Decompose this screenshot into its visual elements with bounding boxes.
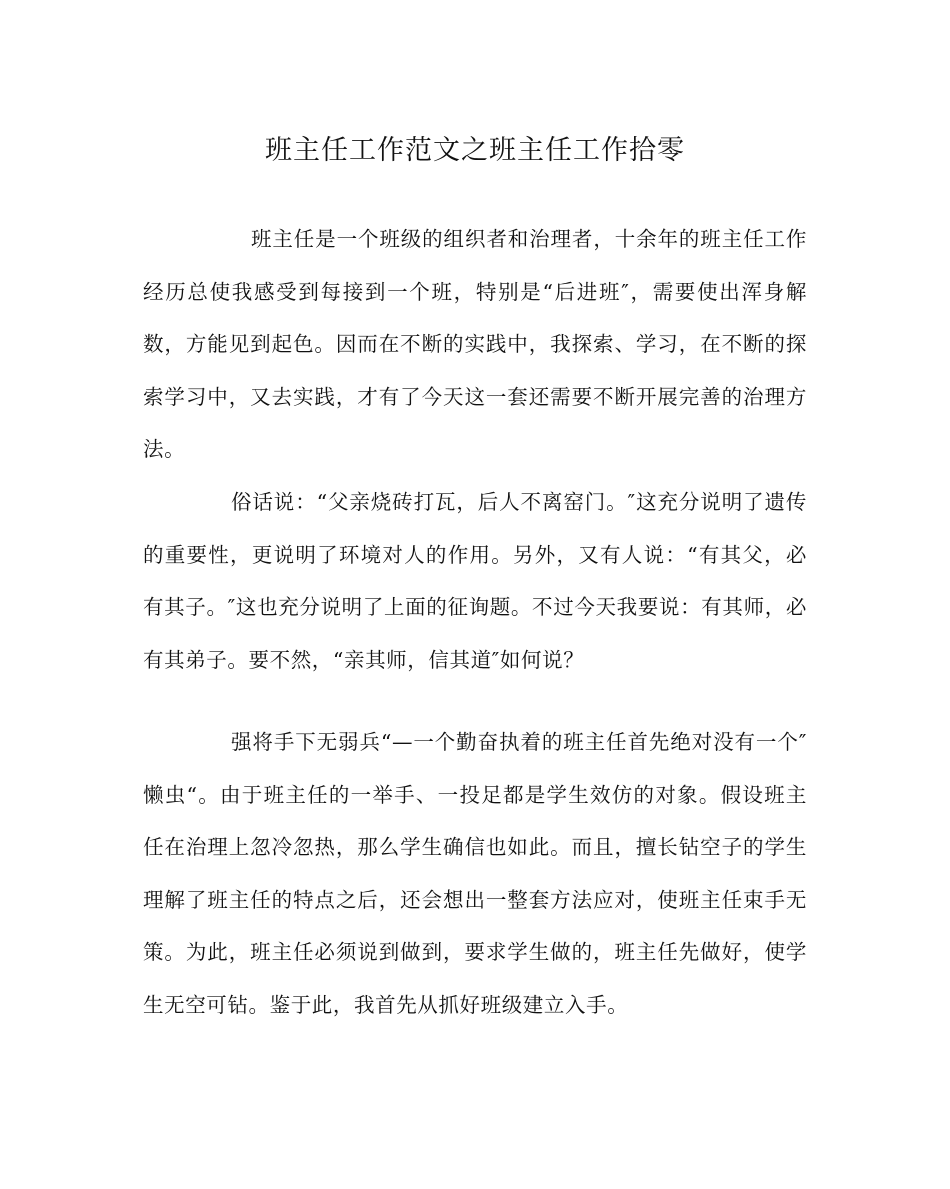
document-title: 班主任工作范文之班主任工作拾零 [265,135,685,166]
paragraph-1: 班主任是一个班级的组织者和治理者，十余年的班主任工作经历总使我感受到每接到一个班，特别是“后进班″，需要使出浑身解数，方能见到起色。因而在不断的实践中，我探索、学习，在不断的探索学习中，又去实践，才有了今天这一套还需要不断开展完善的治理方法。 [143,227,807,461]
paragraph-2: 俗话说：“父亲烧砖打瓦，后人不离窑门。″这充分说明了遗传的重要性，更说明了环境对人的作用。另外，又有人说：“有其父，必有其子。″这也充分说明了上面的征询题。不过今天我要说：有其师，必有其弟子。要不然，“亲其师，信其道″如何说？ [143,490,807,672]
paragraph-3: 强将手下无弱兵“—一个勤奋执着的班主任首先绝对没有一个″懒虫“。由于班主任的一举手、一投足都是学生效仿的对象。假设班主任在治理上忽冷忽热，那么学生确信也如此。而且，擅长钻空子的学生理解了班主任的特点之后，还会想出一整套方法应对，使班主任束手无策。为此，班主任必须说到做到，要求学生做的，班主任先做好，使学生无空可钻。鉴于此，我首先从抓好班级建立入手。 [143,730,807,1017]
